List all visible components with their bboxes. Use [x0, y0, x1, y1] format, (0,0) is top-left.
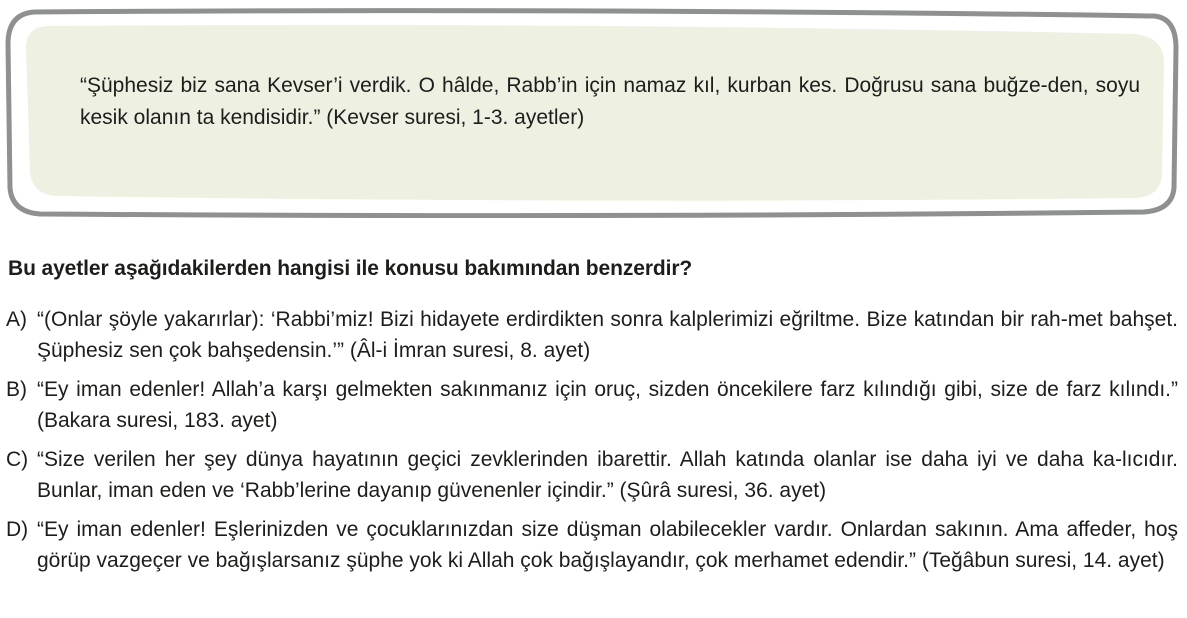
- option-a[interactable]: [6, 304, 1178, 366]
- option-c[interactable]: [6, 444, 1178, 506]
- quote-text: “Şüphesiz biz sana Kevser’i verdik. O hâlde, Rabb’in için namaz kıl, kurban kes. Doğrusu sana buğze-den, soyu kesik olanın ta kendisidir.” (Kevser suresi, 1-3. ayetler): [80, 74, 1140, 129]
- option-d[interactable]: [6, 514, 1178, 576]
- option-text: “Size verilen her şey dünya hayatının geçici zevklerinden ibarettir. Allah katında olanlar ise daha iyi ve daha ka-lıcıdır. Bunlar, iman eden ve ‘Rabb’lerine dayanıp güvenenler içindir.” (Şûrâ suresi, 36. ayet): [37, 448, 1178, 502]
- option-text: “(Onlar şöyle yakarırlar): ‘Rabbi’miz! Bizi hidayete erdirdikten sonra kalplerimizi eğriltme. Bize katından bir rah-met bahşet. Şüphesiz sen çok bahşedensin.’” (Âl-i İmran suresi, 8. ayet): [37, 308, 1178, 362]
- option-text: “Ey iman edenler! Eşlerinizden ve çocuklarınızdan size düşman olabilecekler vardır. Onlardan sakının. Ama affeder, hoş görüp vazgeçer ve bağışlarsanız şüphe yok ki Allah çok bağışlayandır, çok merhamet edendir.” (Teğâbun suresi, 14. ayet): [37, 518, 1178, 572]
- option-letter: C): [6, 448, 29, 471]
- option-b[interactable]: [6, 374, 1178, 436]
- option-letter: D): [6, 518, 29, 541]
- answer-options: [6, 304, 1178, 584]
- option-letter: B): [6, 378, 27, 401]
- option-text: “Ey iman edenler! Allah’a karşı gelmekten sakınmanız için oruç, sizden öncekilere farz kılındığı gibi, size de farz kılındı.” (Bakara suresi, 183. ayet): [37, 378, 1178, 432]
- option-letter: A): [6, 308, 27, 331]
- question-text: Bu ayetler aşağıdakilerden hangisi ile konusu bakımından benzerdir?: [8, 257, 693, 280]
